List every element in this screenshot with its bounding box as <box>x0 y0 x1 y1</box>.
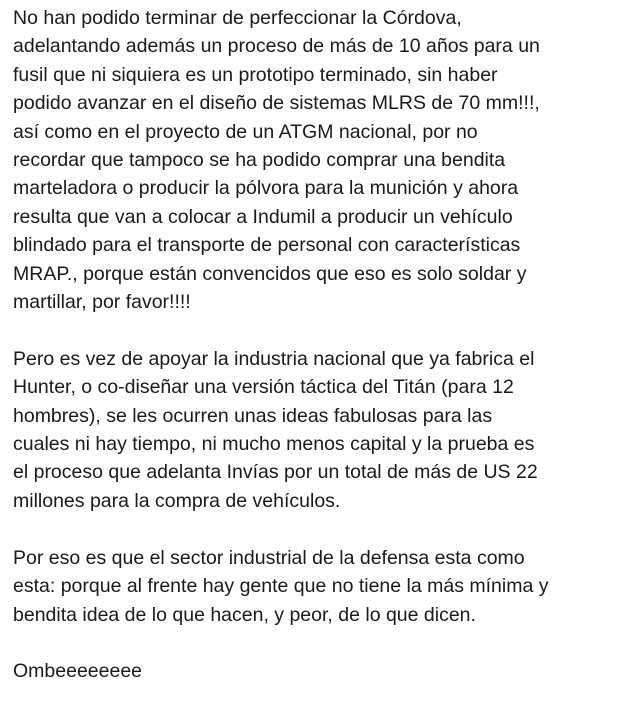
paragraph-4 <box>13 657 618 685</box>
text-line: adelantando además un proceso de más de 10 años para un <box>13 35 540 58</box>
text-line: así como en el proyecto de un ATGM nacional, por no <box>13 120 478 143</box>
text-line: Ombeeeeeeee <box>13 660 143 683</box>
text-line: millones para la compra de vehículos. <box>13 489 341 512</box>
text-line: martillar, por favor!!!! <box>13 291 191 314</box>
text-line: fusil que ni siquiera es un prototipo terminado, sin haber <box>13 63 498 86</box>
paragraph-1 <box>13 4 618 316</box>
text-line: MRAP., porque están convencidos que eso es solo soldar y <box>13 262 527 285</box>
paragraph-3 <box>13 544 618 629</box>
text-line: blindado para el transporte de personal con características <box>13 234 521 257</box>
text-line: marteladora o producir la pólvora para la munición y ahora <box>13 177 519 200</box>
text-line: Por eso es que el sector industrial de la defensa esta como <box>13 546 525 569</box>
paragraph-2 <box>13 345 618 515</box>
text-line: el proceso que adelanta Invías por un total de más de US 22 <box>13 461 538 484</box>
text-line: resulta que van a colocar a Indumil a producir un vehículo <box>13 205 513 228</box>
text-line: cuales ni hay tiempo, ni mucho menos capital y la prueba es <box>13 433 535 456</box>
text-line: esta: porque al frente hay gente que no tiene la más mínima y <box>13 575 549 598</box>
text-line: hombres), se les ocurren unas ideas fabulosas para las <box>13 404 493 427</box>
post-body <box>13 4 618 714</box>
text-line: bendita idea de lo que hacen, y peor, de lo que dicen. <box>13 603 476 626</box>
text-line: Hunter, o co-diseñar una versión táctica del Titán (para 12 <box>13 376 514 399</box>
text-line: Pero es vez de apoyar la industria nacional que ya fabrica el <box>13 347 535 370</box>
text-line: No han podido terminar de perfeccionar la Córdova, <box>13 7 462 29</box>
text-line: podido avanzar en el diseño de sistemas MLRS de 70 mm!!!, <box>13 92 540 115</box>
text-line: recordar que tampoco se ha podido comprar una bendita <box>13 149 506 172</box>
